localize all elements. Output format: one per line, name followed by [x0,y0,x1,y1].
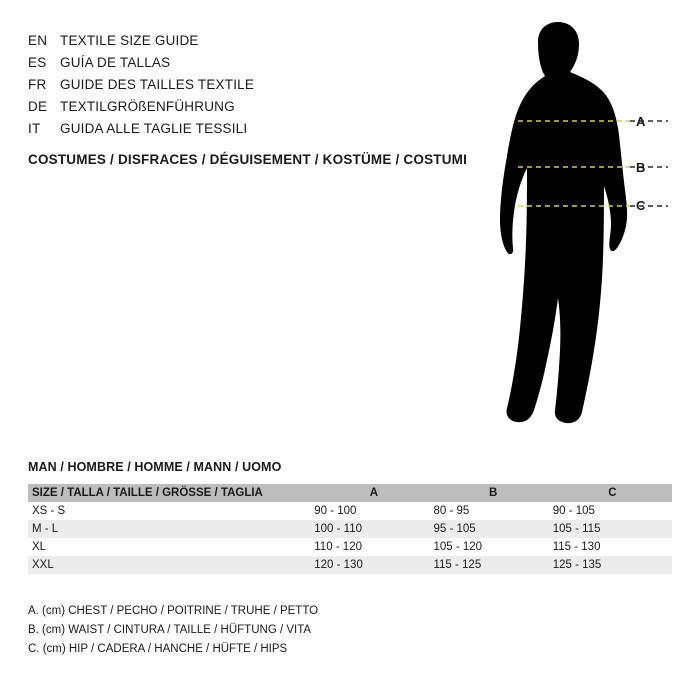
language-code: IT [28,121,41,136]
table-row [28,556,672,574]
table-row [28,520,672,538]
size-table-head [28,484,672,502]
table-row [28,502,672,520]
column-header-a [314,484,433,502]
column-header-c-label: C [608,487,617,499]
cell-hip: 90 - 105 [553,502,672,520]
language-title: TEXTILE SIZE GUIDE [60,33,199,48]
column-header-size: SIZE / TALLA / TAILLE / GRÖSSE / TAGLIA [28,484,314,502]
measure-label-a: A [636,114,646,129]
measure-label-c: C [636,198,646,213]
body-silhouette-figure [470,20,680,440]
column-header-b-label: B [488,487,498,499]
language-code: EN [28,33,48,48]
cell-chest: 90 - 100 [314,502,433,520]
language-title: GUIDE DES TAILLES TEXTILE [60,77,255,92]
measure-label-b: B [636,160,646,175]
language-code: DE [28,99,48,114]
language-header-list [28,33,448,143]
column-header-a-label: A [369,487,379,499]
column-header-c [553,484,672,502]
note-hip: C. (cm) HIP / CADERA / HANCHE / HÜFTE / HIPS [28,643,288,655]
language-row [28,99,448,121]
measurement-notes [28,602,318,659]
language-title: TEXTILGRÖßENFÜHRUNG [60,99,235,114]
table-row [28,538,672,556]
language-title: GUÍA DE TALLAS [60,55,171,70]
cell-hip: 125 - 135 [553,556,672,574]
category-line: COSTUMES / DISFRACES / DÉGUISEMENT / KOSTÜME / COSTUMI [28,152,468,167]
language-row [28,121,448,143]
table-header-row [28,484,672,502]
male-silhouette-icon [500,22,627,423]
cell-waist: 105 - 120 [433,538,552,556]
cell-hip: 105 - 115 [553,520,672,538]
cell-waist: 95 - 105 [433,520,552,538]
language-code: ES [28,55,47,70]
cell-size: XS - S [28,502,314,520]
language-title: GUIDA ALLE TAGLIE TESSILI [60,121,248,136]
note-chest: A. (cm) CHEST / PECHO / POITRINE / TRUHE / PETTO [28,605,319,617]
cell-waist: 115 - 125 [433,556,552,574]
language-row [28,33,448,55]
cell-size: XXL [28,556,314,574]
cell-chest: 120 - 130 [314,556,433,574]
language-code: FR [28,77,47,92]
cell-size: M - L [28,520,314,538]
cell-chest: 110 - 120 [314,538,433,556]
language-row [28,55,448,77]
note-waist: B. (cm) WAIST / CINTURA / TAILLE / HÜFTUNG / VITA [28,624,312,636]
size-table-body [28,502,672,574]
cell-size: XL [28,538,314,556]
table-title: MAN / HOMBRE / HOMME / MANN / UOMO [28,460,282,474]
cell-chest: 100 - 110 [314,520,433,538]
size-table [28,484,672,574]
language-row [28,77,448,99]
cell-hip: 115 - 130 [553,538,672,556]
column-header-b [433,484,552,502]
cell-waist: 80 - 95 [433,502,552,520]
